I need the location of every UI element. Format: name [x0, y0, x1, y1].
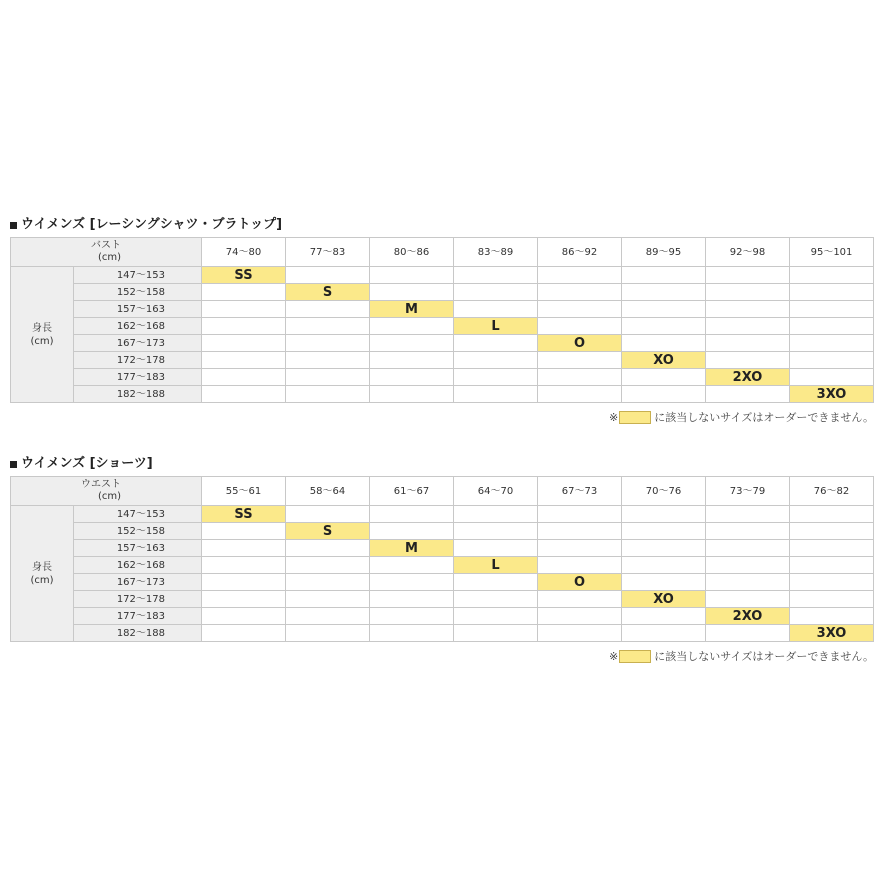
column-header: 95〜101 [790, 238, 874, 267]
section-title [10, 215, 874, 235]
table-row [11, 591, 874, 608]
row-header: 182〜188 [74, 625, 202, 642]
row-header: 147〜153 [74, 506, 202, 523]
table-row [11, 608, 874, 625]
column-axis-unit: (cm) [97, 491, 121, 502]
column-axis-unit: (cm) [97, 252, 121, 263]
size-cell: S [286, 284, 370, 301]
row-header: 157〜163 [74, 540, 202, 557]
column-header: 74〜80 [202, 238, 286, 267]
size-cell: 3XO [790, 625, 874, 642]
table-row [11, 574, 874, 591]
column-header: 70〜76 [622, 477, 706, 506]
row-header: 167〜173 [74, 574, 202, 591]
size-cell: XO [622, 591, 706, 608]
row-header: 177〜183 [74, 608, 202, 625]
table-row [11, 335, 874, 352]
table-header-row [11, 238, 874, 267]
size-chart-shorts-section [10, 454, 874, 664]
column-header: 61〜67 [370, 477, 454, 506]
table-row [11, 352, 874, 369]
size-cell: M [370, 301, 454, 318]
column-header: 83〜89 [454, 238, 538, 267]
column-header: 76〜82 [790, 477, 874, 506]
size-cell: 2XO [706, 369, 790, 386]
size-cell: L [454, 318, 538, 335]
row-header: 167〜173 [74, 335, 202, 352]
size-cell: 3XO [790, 386, 874, 403]
size-chart-shirts-section [10, 215, 874, 425]
size-cell: 2XO [706, 608, 790, 625]
table-row [11, 523, 874, 540]
footnote-prefix: ※ [609, 649, 619, 663]
size-cell: XO [622, 352, 706, 369]
footnote [10, 648, 874, 664]
column-header: 86〜92 [538, 238, 622, 267]
column-header: 73〜79 [706, 477, 790, 506]
row-header: 182〜188 [74, 386, 202, 403]
row-header: 157〜163 [74, 301, 202, 318]
size-table [10, 476, 874, 642]
size-cell: O [538, 574, 622, 591]
table-row [11, 625, 874, 642]
column-header: 67〜73 [538, 477, 622, 506]
row-axis-unit: (cm) [30, 335, 54, 347]
table-row [11, 369, 874, 386]
row-axis-name: 身長 [32, 561, 52, 573]
table-row [11, 284, 874, 301]
row-axis-label [11, 267, 74, 403]
section-title-text: ウイメンズ [レーシングシャツ・ブラトップ] [21, 217, 283, 232]
size-cell: O [538, 335, 622, 352]
row-header: 162〜168 [74, 557, 202, 574]
table-header-row [11, 477, 874, 506]
row-header: 172〜178 [74, 591, 202, 608]
footnote-prefix: ※ [609, 410, 619, 424]
row-axis-name: 身長 [32, 322, 52, 334]
footnote-text: に該当しないサイズはオーダーできません。 [654, 411, 874, 424]
row-header: 147〜153 [74, 267, 202, 284]
row-axis-unit: (cm) [30, 574, 54, 586]
table-row [11, 267, 874, 284]
table-row [11, 540, 874, 557]
row-header: 152〜158 [74, 284, 202, 301]
column-header: 92〜98 [706, 238, 790, 267]
section-title [10, 454, 874, 474]
row-header: 177〜183 [74, 369, 202, 386]
size-table [10, 237, 874, 403]
column-header: 80〜86 [370, 238, 454, 267]
column-header: 89〜95 [622, 238, 706, 267]
table-row [11, 557, 874, 574]
square-bullet-icon [10, 222, 17, 229]
table-row [11, 301, 874, 318]
table-row [11, 318, 874, 335]
highlight-swatch [619, 411, 651, 424]
column-axis-label [11, 238, 202, 267]
footnote-text: に該当しないサイズはオーダーできません。 [654, 650, 874, 663]
column-header: 58〜64 [286, 477, 370, 506]
column-axis-label [11, 477, 202, 506]
size-cell: SS [202, 267, 286, 284]
square-bullet-icon [10, 461, 17, 468]
row-header: 162〜168 [74, 318, 202, 335]
column-header: 64〜70 [454, 477, 538, 506]
table-row [11, 386, 874, 403]
column-axis-name: バスト [91, 240, 121, 251]
footnote [10, 409, 874, 425]
column-header: 77〜83 [286, 238, 370, 267]
size-cell: S [286, 523, 370, 540]
size-cell: SS [202, 506, 286, 523]
row-header: 152〜158 [74, 523, 202, 540]
table-row [11, 506, 874, 523]
row-axis-label [11, 506, 74, 642]
row-header: 172〜178 [74, 352, 202, 369]
column-header: 55〜61 [202, 477, 286, 506]
size-cell: L [454, 557, 538, 574]
column-axis-name: ウエスト [81, 479, 121, 490]
size-cell: M [370, 540, 454, 557]
highlight-swatch [619, 650, 651, 663]
section-title-text: ウイメンズ [ショーツ] [21, 456, 153, 471]
